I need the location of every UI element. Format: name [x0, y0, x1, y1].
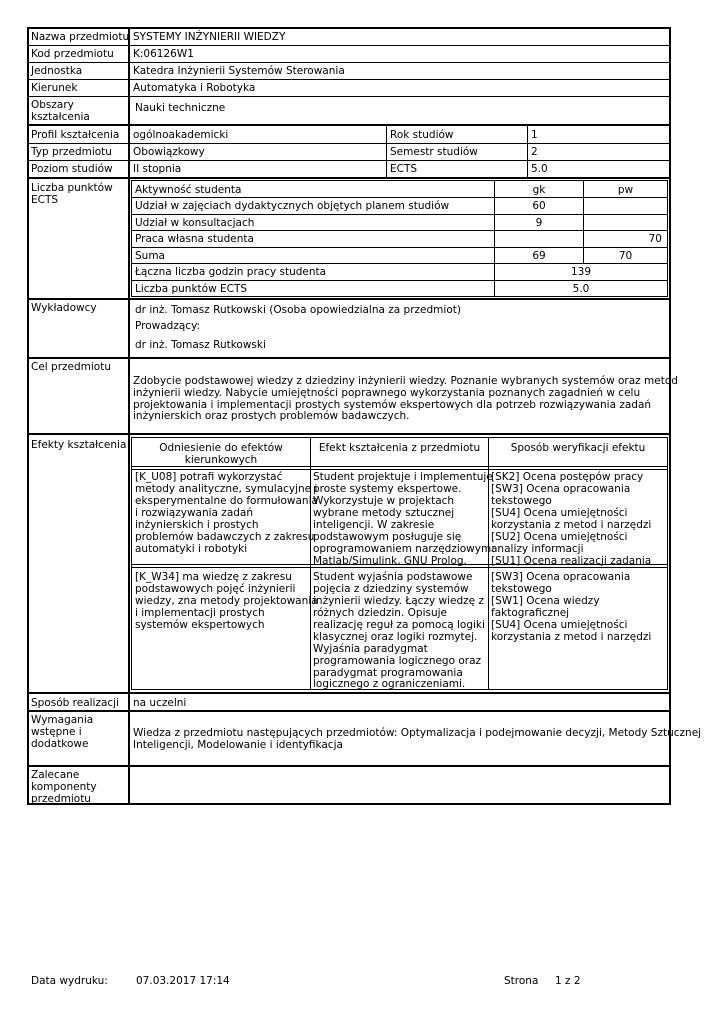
footer-print-date: 07.03.2017 17:14 [136, 975, 230, 987]
label-profil: Profil kształcenia [31, 129, 120, 141]
efekty-cell-line: i implementacji prostych [135, 607, 265, 619]
label-zalecane: Zalecane [31, 769, 80, 781]
efekty-cell-line: realizację reguł za pomocą logiki [313, 619, 485, 631]
efekty-cell-line: tekstowego [491, 583, 552, 595]
ects-total-hours-value: 139 [570, 266, 592, 278]
footer-page-value: 1 z 2 [555, 975, 581, 987]
value-rok: 1 [531, 129, 538, 141]
label-zalecane: przedmiotu [31, 793, 91, 805]
efekty-cell-line: [K_W34] ma wiedzę z zakresu [135, 571, 292, 583]
label-cel: Cel przedmiotu [31, 361, 112, 373]
ects-header-pw: pw [617, 184, 634, 196]
efekty-cell-line: faktograficznej [491, 607, 570, 619]
efekty-cell-line: automatyki i robotyki [135, 543, 248, 555]
ects-row-activity: Udział w zajęciach dydaktycznych objętych planem studiów [135, 200, 450, 212]
efekty-cell-line: [SW3] Ocena opracowania [491, 483, 631, 495]
efekty-cell-line: proste systemy ekspertowe. [313, 483, 462, 495]
value-semestr: 2 [531, 146, 538, 158]
efekty-cell-line: różnych dziedzin. Opisuje [313, 607, 447, 619]
label-nazwa: Nazwa przedmiotu [31, 31, 130, 43]
value-poziom: II stopnia [133, 163, 182, 175]
label-liczba-punktow-2: ECTS [31, 194, 59, 206]
efekty-header-col1: kierunkowych [184, 454, 258, 466]
label-sposob: Sposób realizacji [31, 697, 120, 709]
ects-row-gk: 60 [532, 200, 546, 212]
label-kierunek: Kierunek [31, 82, 78, 94]
efekty-cell-line: korzystania z metod i narzędzi [491, 631, 652, 643]
ects-row-activity: Suma [135, 250, 165, 262]
efekty-cell-line: inteligencji. W zakresie [313, 519, 435, 531]
efekty-cell-line: wiedzy, zna metody projektowania [135, 595, 318, 607]
efekty-cell-line: [SU1] Ocena realizacji zadania [491, 555, 652, 567]
ects-row-activity: Praca własna studenta [135, 233, 254, 245]
label-kod: Kod przedmiotu [31, 48, 114, 60]
wykladowcy-line-2: Prowadzący: [135, 320, 201, 332]
efekty-cell-line: [SK2] Ocena postępów pracy [491, 471, 644, 483]
efekty-cell-line: paradygmat programowania [313, 667, 463, 679]
wykladowcy-line-3: dr inż. Tomasz Rutkowski [135, 339, 266, 351]
label-efekty: Efekty kształcenia [31, 439, 127, 451]
value-kod: K:06126W1 [133, 48, 194, 60]
efekty-header-col1: Odniesienie do efektów [159, 442, 283, 454]
ects-row-gk: 9 [535, 217, 543, 229]
ects-total-points-value: 5.0 [572, 283, 590, 295]
label-zalecane: komponenty [31, 781, 97, 793]
efekty-cell-line: podstawowych pojęć inżynierii [135, 583, 296, 595]
label-wymagania: Wymagania [31, 714, 94, 726]
value-sposob: na uczelni [133, 697, 187, 709]
ects-row-activity: Udział w konsultacjach [135, 217, 255, 229]
efekty-cell-line: eksperymentalne do formułowania [135, 495, 318, 507]
value-kierunek: Automatyka i Robotyka [133, 82, 256, 94]
ects-row-pw: 70 [648, 233, 662, 245]
efekty-cell-line: programowania logicznego oraz [313, 655, 482, 667]
label-obszary-2: kształcenia [31, 111, 90, 123]
efekty-cell-line: oprogramowaniem narzędziowym: [313, 543, 495, 555]
label-poziom: Poziom studiów [31, 163, 113, 175]
efekty-cell-line: Matlab/Simulink, GNU Prolog. [313, 555, 467, 567]
efekty-cell-line: inżynierii wiedzy. Łączy wiedzę z [313, 595, 484, 607]
cel-line: inżynierskich oraz prostych problemów badawczych. [133, 410, 410, 422]
efekty-header-col2: Efekt kształcenia z przedmiotu [318, 442, 481, 454]
ects-row-pw: 70 [618, 250, 633, 262]
cel-line: projektowania i implementacji prostych systemów ekspertowych dla potrzeb rozwiązywania zadań [133, 399, 652, 411]
efekty-cell-line: [SU4] Ocena umiejętności [491, 507, 628, 519]
efekty-cell-line: korzystania z metod i narzędzi [491, 519, 652, 531]
ects-total-hours-label: Łączna liczba godzin pracy studenta [135, 266, 327, 278]
efekty-cell-line: klasycznej oraz logiki rozmytej. [313, 631, 478, 643]
footer-print-label: Data wydruku: [31, 975, 108, 987]
efekty-cell-line: wybrane metody sztucznej [313, 507, 455, 519]
cel-line: inżynierii wiedzy. Nabycie umiejętności poprawnego wykorzystania poznanych zagadnień w celu [133, 387, 641, 399]
value-nazwa: SYSTEMY INŻYNIERII WIEDZY [133, 31, 286, 43]
efekty-cell-line: [SU2] Ocena umiejętności [491, 531, 628, 543]
label-rok: Rok studiów [390, 129, 454, 141]
efekty-cell-line: [SU4] Ocena umiejętności [491, 619, 628, 631]
wymagania-line: Wiedza z przedmiotu następujących przedmiotów: Optymalizacja i podejmowanie decyzji, Metody Sztucznej [133, 727, 702, 739]
label-typ: Typ przedmiotu [31, 146, 112, 158]
efekty-cell-line: [SW1] Ocena wiedzy [491, 595, 600, 607]
ects-header-activity: Aktywność studenta [135, 184, 242, 196]
efekty-cell-line: metody analityczne, symulacyjne i [135, 483, 318, 495]
efekty-cell-line: Student wyjaśnia podstawowe [313, 571, 473, 583]
wykladowcy-line-1: dr inż. Tomasz Rutkowski (Osoba opowiedzialna za przedmiot) [135, 304, 461, 316]
wymagania-line: Inteligencji, Modelowanie i identyfikacja [133, 739, 343, 751]
value-ects: 5.0 [531, 163, 548, 175]
label-wymagania: dodatkowe [31, 738, 89, 750]
efekty-cell-line: [K_U08] potrafi wykorzystać [135, 471, 283, 483]
efekty-cell-line: analizy informacji [491, 543, 584, 555]
efekty-cell-line: podstawowym posługuje się [313, 531, 462, 543]
value-obszary: Nauki techniczne [135, 102, 226, 114]
label-semestr: Semestr studiów [390, 146, 478, 158]
efekty-cell-line: tekstowego [491, 495, 552, 507]
label-wykladowcy: Wykładowcy [31, 302, 97, 314]
efekty-cell-line: problemów badawczych z zakresu [135, 531, 315, 543]
label-ects: ECTS [390, 163, 418, 175]
efekty-cell-line: Student projektuje i implementuje [313, 471, 493, 483]
label-jednostka: Jednostka [31, 65, 83, 77]
footer-page-label: Strona [504, 975, 539, 987]
efekty-cell-line: i rozwiązywania zadań [135, 507, 254, 519]
label-liczba-punktow-1: Liczba punktów [31, 182, 113, 194]
ects-header-gk: gk [532, 184, 546, 196]
value-profil: ogólnoakademicki [133, 129, 229, 141]
ects-row-gk: 69 [532, 250, 546, 262]
efekty-cell-line: logicznego z ograniczeniami. [313, 678, 466, 690]
label-obszary-1: Obszary [31, 99, 74, 111]
value-typ: Obowiązkowy [133, 146, 205, 158]
efekty-header-col3: Sposób weryfikacji efektu [510, 442, 646, 454]
efekty-cell-line: Wykorzystuje w projektach [313, 495, 455, 507]
ects-total-points-label: Liczba punktów ECTS [135, 283, 248, 295]
efekty-cell-line: pojęcia z dziedziny systemów [313, 583, 469, 595]
cel-line: Zdobycie podstawowej wiedzy z dziedziny inżynierii wiedzy. Poznanie wybranych systemów oraz metod [133, 375, 678, 387]
efekty-cell-line: inżynierskich i prostych [135, 519, 259, 531]
efekty-cell-line: systemów ekspertowych [135, 619, 265, 631]
label-wymagania: wstępne i [31, 726, 82, 738]
value-jednostka: Katedra Inżynierii Systemów Sterowania [133, 65, 345, 77]
efekty-cell-line: [SW3] Ocena opracowania [491, 571, 631, 583]
efekty-cell-line: Wyjaśnia paradygmat [313, 643, 428, 655]
